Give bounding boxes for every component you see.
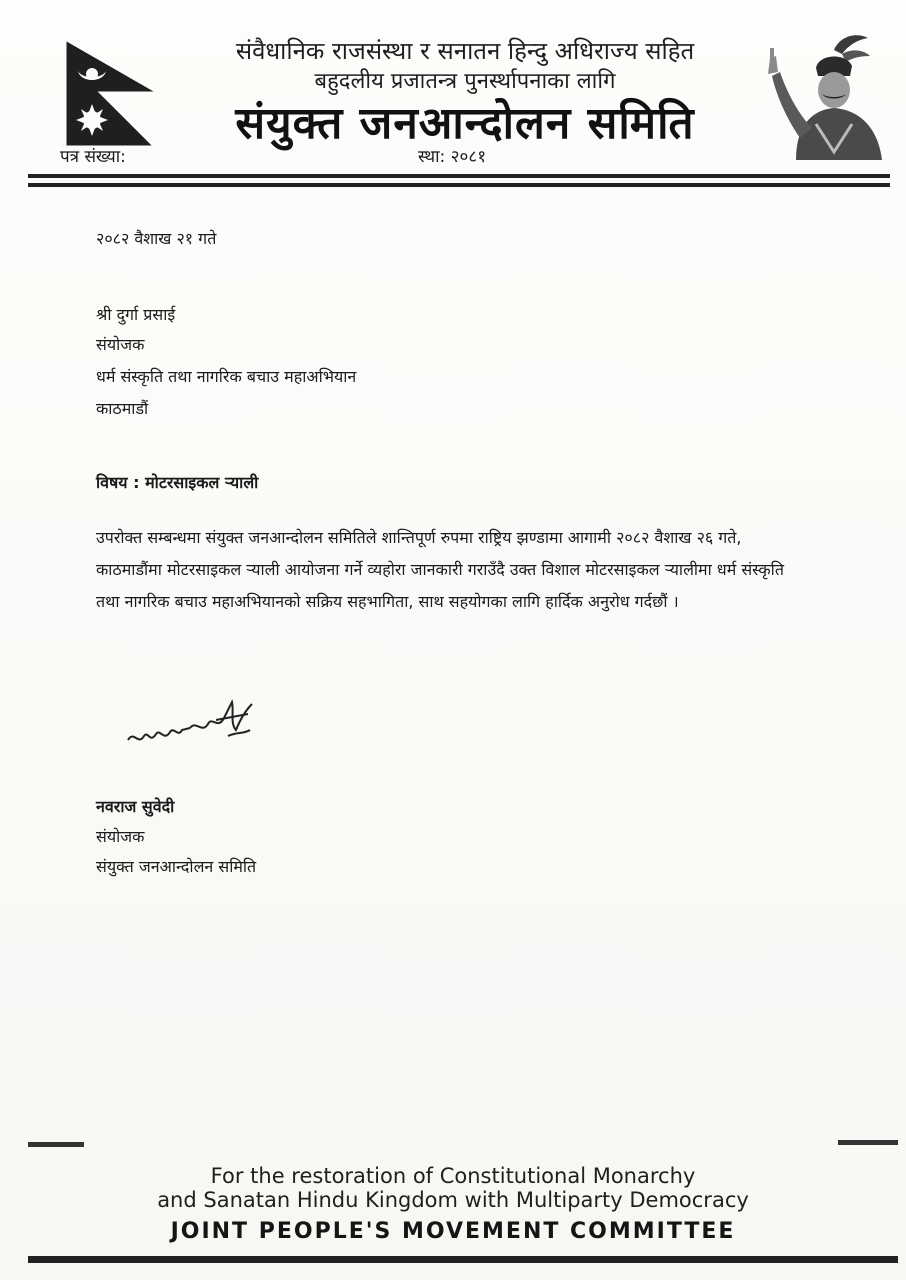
footer-dash-left — [28, 1142, 84, 1147]
sender-title: संयोजक — [96, 827, 145, 846]
nepal-flag-icon — [64, 40, 154, 148]
recipient-city: काठमाडौं — [96, 399, 149, 418]
letterhead-title: संयुक्त जनआन्दोलन समिति — [235, 98, 695, 149]
letter-body: उपरोक्त सम्बन्धमा संयुक्त जनआन्दोलन समितिले शान्तिपूर्ण रुपमा राष्ट्रिय झण्डामा आगामी २०८२ वैशाख २६ गते, काठमाडौंमा मोटरसाइकल र्‍याली आयोजना गर्ने व्यहोरा जानकारी गराउँदै उक्त विशाल मोटरसाइकल र्‍यालीमा धर्म संस्कृति तथा नागरिक बचाउ महाअभियानको सक्रिय सहभागिता, साथ सहयोगका लागि हार्दिक अनुरोध गर्दछौं । — [96, 528, 784, 611]
recipient-name: श्री दुर्गा प्रसाई — [96, 305, 176, 324]
sender-name: नवराज सुवेदी — [96, 797, 175, 816]
recipient-organization: धर्म संस्कृति तथा नागरिक बचाउ महाअभियान — [96, 367, 357, 386]
letterhead-line-2: बहुदलीय प्रजातन्त्र पुनर्स्थापनाका लागि — [314, 69, 616, 94]
letter-subject: विषय : मोटरसाइकल र्‍याली — [96, 473, 259, 492]
header-divider-bottom — [28, 183, 890, 187]
handwritten-signature-icon — [120, 690, 270, 760]
footer-line-1: For the restoration of Constitutional Monarchy — [210, 1164, 696, 1188]
letterhead-line-1: संवैधानिक राजसंस्था र सनातन हिन्दु अधिराज्य सहित — [235, 37, 695, 65]
footer-dash-right — [838, 1140, 898, 1145]
king-portrait-icon — [756, 28, 894, 160]
footer-line-2: and Sanatan Hindu Kingdom with Multiparty Democracy — [157, 1188, 749, 1212]
letter-date: २०८२ वैशाख २१ गते — [96, 229, 217, 248]
footer-organization: JOINT PEOPLE'S MOVEMENT COMMITTEE — [170, 1219, 736, 1244]
recipient-title: संयोजक — [96, 335, 145, 354]
reference-number-label: पत्र संख्या: — [60, 147, 126, 167]
established-year: स्था: २०८१ — [418, 147, 487, 167]
footer-divider — [28, 1256, 898, 1263]
header-divider-top — [28, 174, 890, 178]
sender-organization: संयुक्त जनआन्दोलन समिति — [96, 857, 257, 876]
